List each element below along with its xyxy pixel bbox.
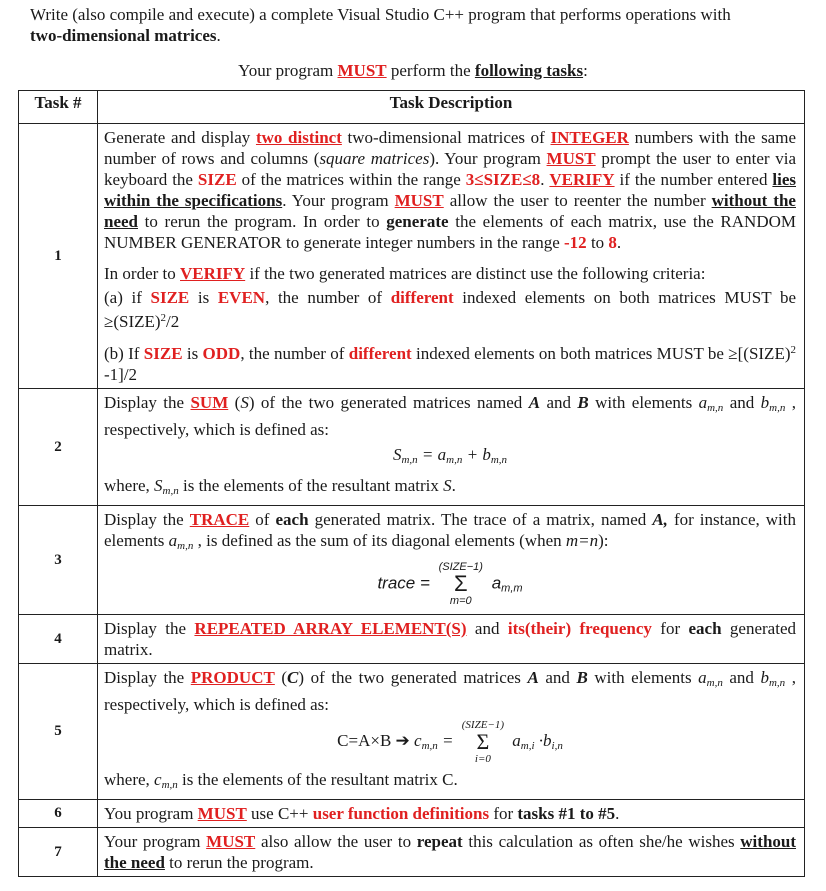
- table-row: [19, 800, 805, 828]
- task-number: 3: [19, 506, 98, 615]
- sigma-symbol: (SIZE−1) Σ i=0: [461, 719, 505, 765]
- intro-line2: two-dimensional matrices: [30, 26, 217, 45]
- task-description: Display the REPEATED ARRAY ELEMENT(S) and its(their) frequency for each generated matrix.: [98, 615, 805, 664]
- product-equation: C=A×B ➔ $c_{m,n}$ = (SIZE−1) Σ i=0 $a_{m,i} \cdot b_{i,n}$: [337, 719, 563, 765]
- table-row: [19, 615, 805, 664]
- table-row: [19, 828, 805, 877]
- table-row: [19, 664, 805, 800]
- intro-text: Write (also compile and execute) a complete Visual Studio C++ program that performs operations with two-dimensional matrices.: [30, 5, 731, 45]
- task-number: 1: [19, 124, 98, 389]
- task-number: 5: [19, 664, 98, 800]
- task-description: Your program MUST also allow the user to repeat this calculation as often she/he wishes without the need to rerun the program.: [98, 828, 805, 877]
- task-number: 2: [19, 389, 98, 506]
- intro-line1: Write (also compile and execute) a complete Visual Studio C++ program that performs operations with: [30, 5, 731, 24]
- col-task-desc: Task Description: [98, 91, 805, 124]
- col-task-num: Task #: [19, 91, 98, 124]
- sum-equation: $S_{m,n} = a_{m,n} + b_{m,n}$: [392, 445, 508, 466]
- table-row: [19, 506, 805, 615]
- task-number: 6: [19, 800, 98, 828]
- tasks-table: [18, 90, 805, 877]
- task-description: You program MUST use C++ user function definitions for tasks #1 to #5.: [98, 800, 805, 828]
- task-description: Display the PRODUCT (C) of the two generated matrices A and B with elements $a_{m,n}$ and $b_{m,n}$ , respectively, which is defined as: C=A×B ➔ $c_{m,n}$ = (SIZE−1) Σ i=0 $a_{m,i} \cdot b_{i,n}$ where, $c_{m,n}$ is the elements of the resultant matrix C.: [98, 664, 805, 800]
- task-description: Generate and display two distinct two-dimensional matrices of INTEGER numbers with the same number of rows and columns (square matrices). Your program MUST prompt the user to enter via keyboard the SIZE of the matrices within the range 3≤SIZE≤8. VERIFY if the number entered lies within the specifications. Your program MUST allow the user to reenter the number without the need to rerun the program. In order to generate the elements of each matrix, use the RANDOM NUMBER GENERATOR to generate integer numbers in the range -12 to 8. In order to VERIFY if the two generated matrices are distinct use the following criteria: (a) if SIZE is EVEN, the number of different indexed elements on both matrices MUST be ≥(SIZE)$^2$/2 (b) If SIZE is ODD, the number of different indexed elements on both matrices MUST be ≥[(SIZE)$^2$ -1]/2: [98, 124, 805, 389]
- sigma-symbol: (SIZE−1) Σ m=0: [438, 561, 483, 607]
- table-row: [19, 389, 805, 506]
- trace-equation: trace = (SIZE−1) Σ m=0 $a_{m,m}$: [377, 561, 523, 607]
- tasks-heading: Your program MUST perform the following tasks:: [238, 61, 588, 80]
- task-description: Display the TRACE of each generated matrix. The trace of a matrix, named A, for instance, with elements $a_{m,n}$ , is defined as the sum of its diagonal elements (when m=n): trace = (SIZE−1) Σ m=0 $a_{m,m}$: [98, 506, 805, 615]
- task-number: 7: [19, 828, 98, 877]
- table-row: [19, 124, 805, 389]
- table-header-row: [19, 91, 805, 124]
- task-number: 4: [19, 615, 98, 664]
- task-description: Display the SUM (S) of the two generated matrices named A and B with elements $a_{m,n}$ and $b_{m,n}$ , respectively, which is defined as: $S_{m,n} = a_{m,n} + b_{m,n}$ where, $S_{m,n}$ is the elements of the resultant matrix S.: [98, 389, 805, 506]
